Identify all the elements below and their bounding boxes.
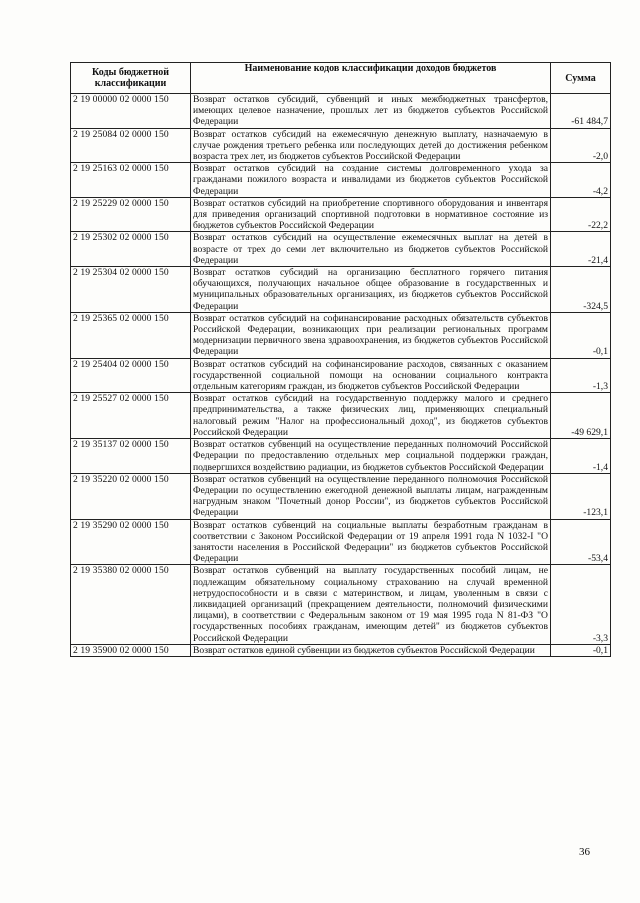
table-row	[71, 128, 611, 163]
code-cell: 2 19 25527 02 0000 150	[71, 393, 191, 439]
amount-cell: -4,2	[551, 163, 611, 198]
table-row	[71, 358, 611, 393]
code-cell: 2 19 35290 02 0000 150	[71, 519, 191, 565]
table-row	[71, 519, 611, 565]
page-number: 36	[579, 846, 590, 858]
amount-cell: -21,4	[551, 232, 611, 267]
amount-cell: -3,3	[551, 565, 611, 644]
amount-cell: -0,1	[551, 644, 611, 656]
code-cell: 2 19 25229 02 0000 150	[71, 197, 191, 232]
name-cell: Возврат остатков субсидий на государственную поддержку малого и среднего предпринимательства, а также физических лиц, применяющих специальный налоговый режим "Налог на профессиональный доход", из бюджетов субъектов Российской Федерации	[191, 393, 551, 439]
code-cell: 2 19 25163 02 0000 150	[71, 163, 191, 198]
table-row	[71, 312, 611, 358]
code-cell: 2 19 25404 02 0000 150	[71, 358, 191, 393]
amount-cell: -49 629,1	[551, 393, 611, 439]
table-row	[71, 163, 611, 198]
code-cell: 2 19 35900 02 0000 150	[71, 644, 191, 656]
name-cell: Возврат остатков субвенций на социальные выплаты безработным гражданам в соответствии с Законом Российской Федерации от 19 апреля 1991 года N 1032-I "О занятости населения в Российской Федерации" из бюджетов субъектов Российской Федерации	[191, 519, 551, 565]
code-cell: 2 19 35220 02 0000 150	[71, 473, 191, 519]
name-cell: Возврат остатков субсидий, субвенций и иных межбюджетных трансфертов, имеющих целевое назначение, прошлых лет из бюджетов субъектов Российской Федерации	[191, 94, 551, 129]
name-cell: Возврат остатков субсидий на создание системы долговременного ухода за гражданами пожилого возраста и инвалидами из бюджетов субъектов Российской Федерации	[191, 163, 551, 198]
name-cell: Возврат остатков субвенций на осуществление переданных полномочий Российской Федерации по предоставлению отдельных мер социальной поддержки граждан, подвергшихся воздействию радиации, из бюджетов субъектов Российской Федерации	[191, 439, 551, 474]
name-cell: Возврат остатков субвенций на осуществление переданного полномочия Российской Федерации по осуществлению ежегодной денежной выплаты лицам, награжденным нагрудным знаком "Почетный донор России", из бюджетов субъектов Российской Федерации	[191, 473, 551, 519]
header-amount: Сумма	[551, 63, 611, 94]
table-row	[71, 393, 611, 439]
name-cell: Возврат остатков субсидий на приобретение спортивного оборудования и инвентаря для приведения организаций спортивной подготовки в нормативное состояние из бюджетов субъектов Российской Федерации	[191, 197, 551, 232]
amount-cell: -324,5	[551, 267, 611, 313]
code-cell: 2 19 25302 02 0000 150	[71, 232, 191, 267]
amount-cell: -0,1	[551, 312, 611, 358]
header-code: Коды бюджетной классификации	[71, 63, 191, 94]
amount-cell: -22,2	[551, 197, 611, 232]
code-cell: 2 19 25365 02 0000 150	[71, 312, 191, 358]
code-cell: 2 19 25084 02 0000 150	[71, 128, 191, 163]
name-cell: Возврат остатков субвенций на выплату государственных пособий лицам, не подлежащим обязательному социальному страхованию на случай временной нетрудоспособности и в связи с материнством, и лицам, уволенным в связи с ликвидацией организаций (прекращением деятельности, полномочий физическими лицами), в соответствии с Федеральным законом от 19 мая 1995 года N 81-ФЗ "О государственных пособиях гражданам, имеющим детей" из бюджетов субъектов Российской Федерации	[191, 565, 551, 644]
table-row	[71, 232, 611, 267]
code-cell: 2 19 35137 02 0000 150	[71, 439, 191, 474]
amount-cell: -123,1	[551, 473, 611, 519]
table-header-row	[71, 63, 611, 94]
table-row	[71, 565, 611, 644]
code-cell: 2 19 35380 02 0000 150	[71, 565, 191, 644]
name-cell: Возврат остатков субсидий на осуществление ежемесячных выплат на детей в возрасте от трех до семи лет включительно из бюджетов субъектов Российской Федерации	[191, 232, 551, 267]
amount-cell: -53,4	[551, 519, 611, 565]
table-row	[71, 94, 611, 129]
code-cell: 2 19 00000 02 0000 150	[71, 94, 191, 129]
name-cell: Возврат остатков субсидий на организацию бесплатного горячего питания обучающихся, получающих начальное общее образование в государственных и муниципальных образовательных организациях, из бюджетов субъектов Российской Федерации	[191, 267, 551, 313]
name-cell: Возврат остатков субсидий на софинансирование расходных обязательств субъектов Российской Федерации, возникающих при реализации региональных программ модернизации первичного звена здравоохранения, из бюджетов субъектов Российской Федерации	[191, 312, 551, 358]
name-cell: Возврат остатков субсидий на софинансирование расходов, связанных с оказанием государственной социальной помощи на основании социального контракта отдельным категориям граждан, из бюджетов субъектов Российской Федерации	[191, 358, 551, 393]
budget-classification-table	[70, 62, 611, 657]
name-cell: Возврат остатков субсидий на ежемесячную денежную выплату, назначаемую в случае рождения третьего ребенка или последующих детей до достижения ребенком возраста трех лет, из бюджетов субъектов Российской Федерации	[191, 128, 551, 163]
name-cell: Возврат остатков единой субвенции из бюджетов субъектов Российской Федерации	[191, 644, 551, 656]
amount-cell: -1,3	[551, 358, 611, 393]
table-row	[71, 473, 611, 519]
table-row	[71, 197, 611, 232]
amount-cell: -61 484,7	[551, 94, 611, 129]
amount-cell: -1,4	[551, 439, 611, 474]
table-row	[71, 439, 611, 474]
header-name: Наименование кодов классификации доходов бюджетов	[191, 63, 551, 94]
amount-cell: -2,0	[551, 128, 611, 163]
code-cell: 2 19 25304 02 0000 150	[71, 267, 191, 313]
table-row	[71, 267, 611, 313]
table-row	[71, 644, 611, 656]
